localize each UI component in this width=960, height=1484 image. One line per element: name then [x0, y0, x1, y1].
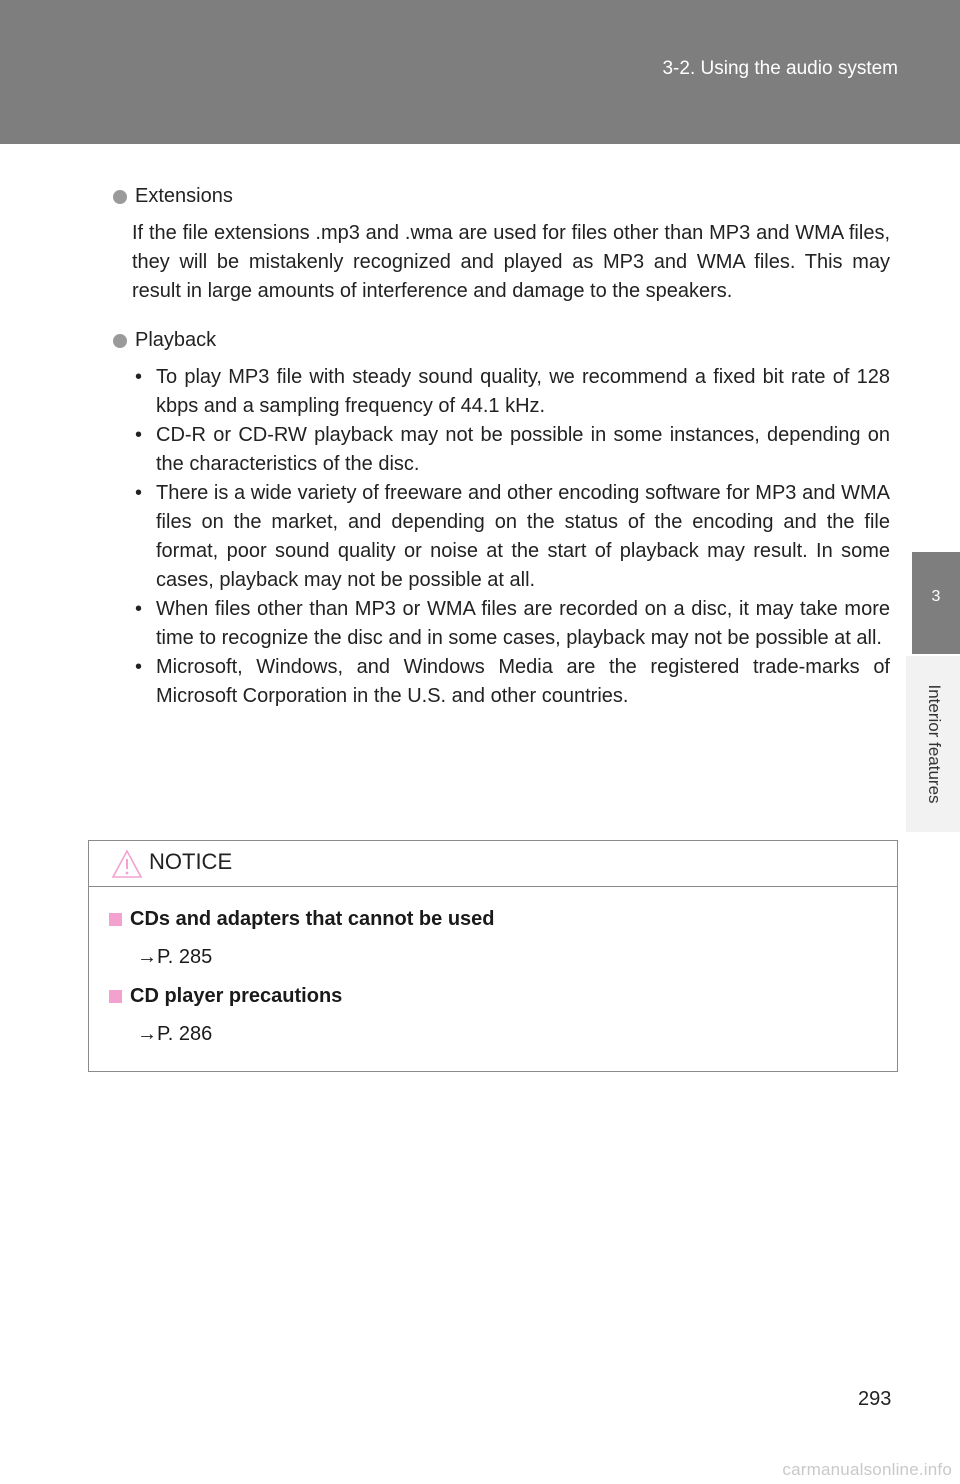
list-item: • There is a wide variety of freeware and other encoding software for MP3 and WMA files on the market, and depending on the status of the encoding and the file format, poor sound quality or noise at the start of playback may result. In some cases, playback may not be possible at all. — [135, 482, 890, 591]
playback-list — [112, 363, 890, 711]
list-item: • To play MP3 file with steady sound quality, we recommend a fixed bit rate of 128 kbps and a sampling frequency of 44.1 kHz. — [135, 366, 890, 417]
list-item: • CD-R or CD-RW playback may not be possible in some instances, depending on the characteristics of the disc. — [135, 424, 890, 475]
main-content — [112, 182, 890, 711]
notice-item: CD player precautions — [109, 982, 897, 1010]
notice-box — [88, 840, 898, 1072]
header-band — [0, 0, 960, 144]
list-item: • When files other than MP3 or WMA files are recorded on a disc, it may take more time to recognize the disc and in some cases, playback may not be possible at all. — [135, 598, 890, 649]
chapter-tab — [912, 552, 960, 654]
square-bullet-icon — [109, 990, 122, 1003]
playback-heading — [112, 326, 890, 355]
notice-title: NOTICE — [149, 849, 233, 874]
chapter-label-box — [906, 656, 960, 832]
page-reference: →P. 285 — [137, 946, 213, 968]
playback-heading-text: Playback — [135, 329, 217, 351]
notice-header — [89, 841, 897, 887]
chapter-label: Interior features — [925, 684, 944, 804]
list-item: • Microsoft, Windows, and Windows Media are the registered trade-marks of Microsoft Corporation in the U.S. and other countries. — [135, 656, 890, 707]
page-reference: →P. 286 — [137, 1023, 213, 1045]
warning-triangle-icon — [111, 849, 143, 879]
bullet-dot-icon — [113, 190, 127, 204]
extensions-heading — [112, 182, 890, 211]
extensions-heading-text: Extensions — [135, 185, 233, 207]
notice-body — [89, 887, 897, 1048]
bullet-dot-icon — [113, 334, 127, 348]
watermark: carmanualsonline.info — [782, 1460, 952, 1479]
page-number: 293 — [858, 1388, 892, 1410]
notice-item: CDs and adapters that cannot be used — [109, 905, 897, 933]
square-bullet-icon — [109, 913, 122, 926]
section-title: 3-2. Using the audio system — [662, 58, 898, 79]
chapter-number: 3 — [931, 588, 941, 605]
extensions-body: If the file extensions .mp3 and .wma are used for files other than MP3 and WMA files, they will be mistakenly recognized and played as MP3 and WMA files. This may result in large amounts of interference and damage to the speakers. — [132, 222, 890, 302]
